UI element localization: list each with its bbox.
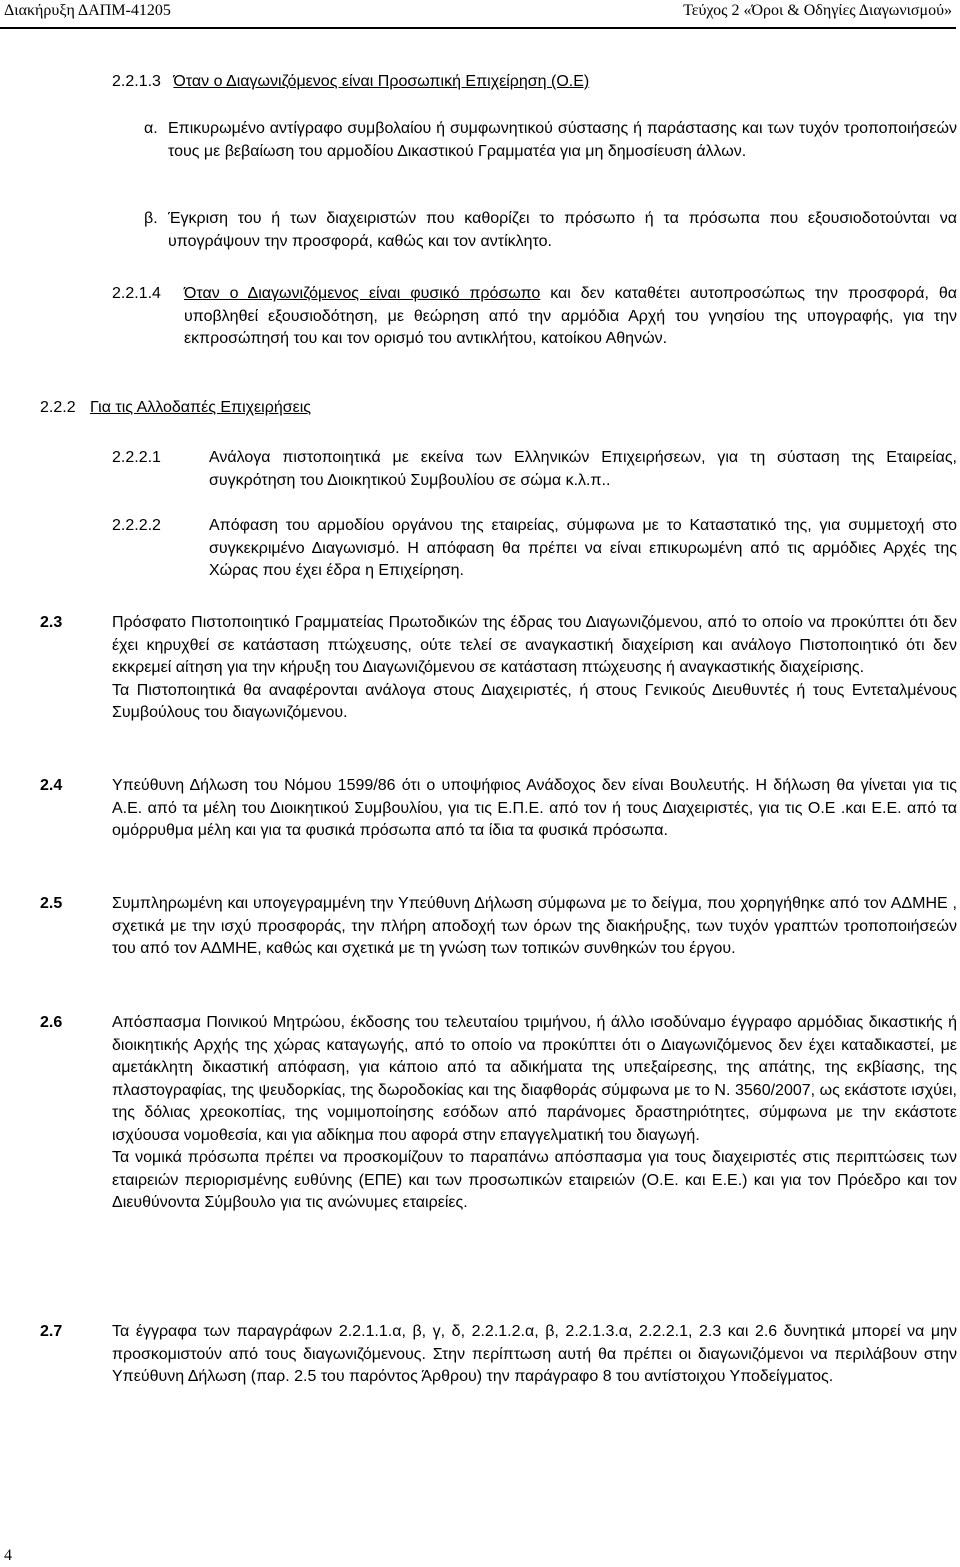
section-2-7 [40, 1321, 957, 1389]
section-number: 2.2.2.2 [112, 517, 161, 534]
section-text-2: Τα νομικά πρόσωπα πρέπει να προσκομίζουν το παραπάνω απόσπασμα για τους διαχειριστές στις περιπτώσεις των εταιρειών περιορισμένης ευθύνης (ΕΠΕ) και των προσωπικών εταιρειών (Ο.Ε. και Ε.Ε.) και για τον Πρόεδρο και τον Διευθύνοντα Σύμβουλο για τις ανώνυμες εταιρείες. [112, 1149, 957, 1211]
page-number: 4 [4, 1547, 12, 1564]
section-number: 2.2.1.3 [112, 73, 161, 90]
list-item-b [144, 208, 957, 253]
list-label: α. [144, 120, 158, 137]
section-number: 2.2.2.1 [112, 449, 161, 466]
section-text: Υπεύθυνη Δήλωση του Νόμου 1599/86 ότι ο υποψήφιος Ανάδοχος δεν είναι Βουλευτής. Η δήλωση θα γίνεται για τις Α.Ε. από τα μέλη του Διοικητικού Συμβουλίου, για τις Ε.Π.Ε. από τον ή τους Διαχειριστές, για τις Ο.Ε .και Ε.Ε. από τα ομόρρυθμα μέλη και για τα φυσικά πρόσωπα από τα ίδια τα φυσικά πρόσωπα. [112, 777, 957, 839]
section-number: 2.2.1.4 [112, 285, 161, 302]
section-text: και δεν καταθέτει αυτοπροσώπως την προσφορά, θα υποβληθεί εξουσιοδότηση, με θεώρηση από την αρμόδια Αρχή του γνησίου της υπογραφής, για την εκπροσώπησή του και τον ορισμό του αντικλήτου, κατοίκου Αθηνών. [184, 285, 957, 347]
section-text: Τα έγγραφα των παραγράφων 2.2.1.1.α, β, γ, δ, 2.2.1.2.α, β, 2.2.1.3.α, 2.2.2.1, 2.3 και 2.6 δυνητικά μπορεί να μην προσκομιστούν από τους διαγωνιζόμενους. Στην περίπτωση αυτή θα πρέπει οι διαγωνιζόμενοι να περιλάβουν στην Υπεύθυνη Δήλωση (παρ. 2.5 του παρόντος Άρθρου) την παράγραφο 8 του αντίστοιχου Υποδείγματος. [112, 1323, 957, 1385]
section-title: Όταν ο Διαγωνιζόμενος είναι Προσωπική Επιχείρηση (Ο.Ε) [173, 73, 590, 90]
section-title: Για τις Αλλοδαπές Επιχειρήσεις [90, 399, 312, 416]
section-number: 2.5 [40, 895, 63, 912]
section-2-2-2-1 [112, 447, 957, 492]
section-2-2-1-4 [112, 283, 957, 351]
section-2-6 [40, 1012, 957, 1215]
section-2-3 [40, 612, 957, 725]
section-2-2-1-3-heading [112, 71, 952, 94]
section-text-2: Τα Πιστοποιητικά θα αναφέρονται ανάλογα στους Διαχειριστές, ή στους Γενικούς Διευθυντές ή τους Εντεταλμένους Συμβούλους του διαγωνιζόμενου. [112, 681, 957, 721]
header-volume-title: Τεύχος 2 «Όροι & Οδηγίες Διαγωνισμού» [683, 2, 952, 19]
section-body [184, 283, 957, 351]
section-title: Όταν ο Διαγωνιζόμενος είναι φυσικό πρόσωπο [184, 285, 541, 302]
section-text: Συμπληρωμένη και υπογεγραμμένη την Υπεύθυνη Δήλωση σύμφωνα με το δείγμα, που χορηγήθηκε από τον ΑΔΜΗΕ , σχετικά με την ισχύ προσφοράς, την πλήρη αποδοχή των όρων της διακήρυξης, των τυχόν γραπτών τροποποιήσεών του από τον ΑΔΜΗΕ, καθώς και σχετικά με τη γνώση των τοπικών συνθηκών του έργου. [112, 895, 957, 957]
section-number: 2.6 [40, 1014, 63, 1031]
section-text: Απόσπασμα Ποινικού Μητρώου, έκδοσης του τελευταίου τριμήνου, ή άλλο ισοδύναμο έγγραφο αρμόδιας δικαστικής ή διοικητικής Αρχής της χώρας καταγωγής, από το οποίο να προκύπτει ότι ο Διαγωνιζόμενος δεν έχει καταδικαστεί, με αμετάκλητη δικαστική απόφαση, για κάποιο από τα αδικήματα της υπεξαίρεσης, της απάτης, της εκβίασης, της πλαστογραφίας, της ψευδορκίας, της δωροδοκίας και της διαφθοράς σύμφωνα με το Ν. 3560/2007, ως εκάστοτε ισχύει, της δόλιας χρεοκοπίας, της νομιμοποίησης εσόδων από παράνομες δραστηριότητες, σύμφωνα με την εκάστοτε ισχύουσα νομοθεσία, και για αδίκημα που αφορά στην επαγγελματική του διαγωγή. [112, 1014, 957, 1144]
section-2-2-2-2 [112, 515, 957, 583]
section-text: Πρόσφατο Πιστοποιητικό Γραμματείας Πρωτοδικών της έδρας του Διαγωνιζόμενου, από το οποίο να προκύπτει ότι δεν έχει κηρυχθεί σε κατάσταση πτώχευσης, ούτε τελεί σε αναγκαστική διαχείριση και ανάλογο Πιστοποιητικό ότι δεν εκκρεμεί αίτηση για την κήρυξη του Διαγωνιζόμενου σε κατάσταση πτώχευσης ή αναγκαστικής διαχείρισης. [112, 614, 957, 676]
section-number: 2.4 [40, 777, 63, 794]
list-text: Επικυρωμένο αντίγραφο συμβολαίου ή συμφωνητικού σύστασης ή παράστασης και των τυχόν τροποποιήσεών τους με βεβαίωση του αρμοδίου Δικαστικού Γραμματέα για μη δημοσίευση άλλων. [168, 120, 957, 160]
section-number: 2.7 [40, 1323, 63, 1340]
list-label: β. [144, 210, 158, 227]
section-2-5 [40, 893, 957, 961]
header-rule [0, 27, 956, 29]
page-header [0, 0, 960, 28]
section-text: Ανάλογα πιστοποιητικά με εκείνα των Ελληνικών Επιχειρήσεων, για τη σύσταση της Εταιρείας, συγκρότηση του Διοικητικού Συμβουλίου σε σώμα κ.λ.π.. [209, 449, 957, 489]
header-tender-id: Διακήρυξη ΔΑΠΜ-41205 [4, 2, 171, 19]
list-text: Έγκριση του ή των διαχειριστών που καθορίζει το πρόσωπο ή τα πρόσωπα που εξουσιοδοτούνται να υπογράψουν την προσφορά, καθώς και τον αντίκλητο. [168, 210, 957, 250]
section-number: 2.3 [40, 614, 63, 631]
section-number: 2.2.2 [40, 399, 76, 416]
list-item-a [144, 118, 957, 163]
section-2-4 [40, 775, 957, 843]
section-text: Απόφαση του αρμοδίου οργάνου της εταιρείας, σύμφωνα με το Καταστατικό της, για συμμετοχή στο συγκεκριμένο Διαγωνισμό. Η απόφαση θα πρέπει να είναι επικυρωμένη από τις αρμόδιες Αρχές της Χώρας που έχει έδρα η Επιχείρηση. [209, 517, 957, 579]
section-2-2-2-heading [40, 397, 940, 420]
